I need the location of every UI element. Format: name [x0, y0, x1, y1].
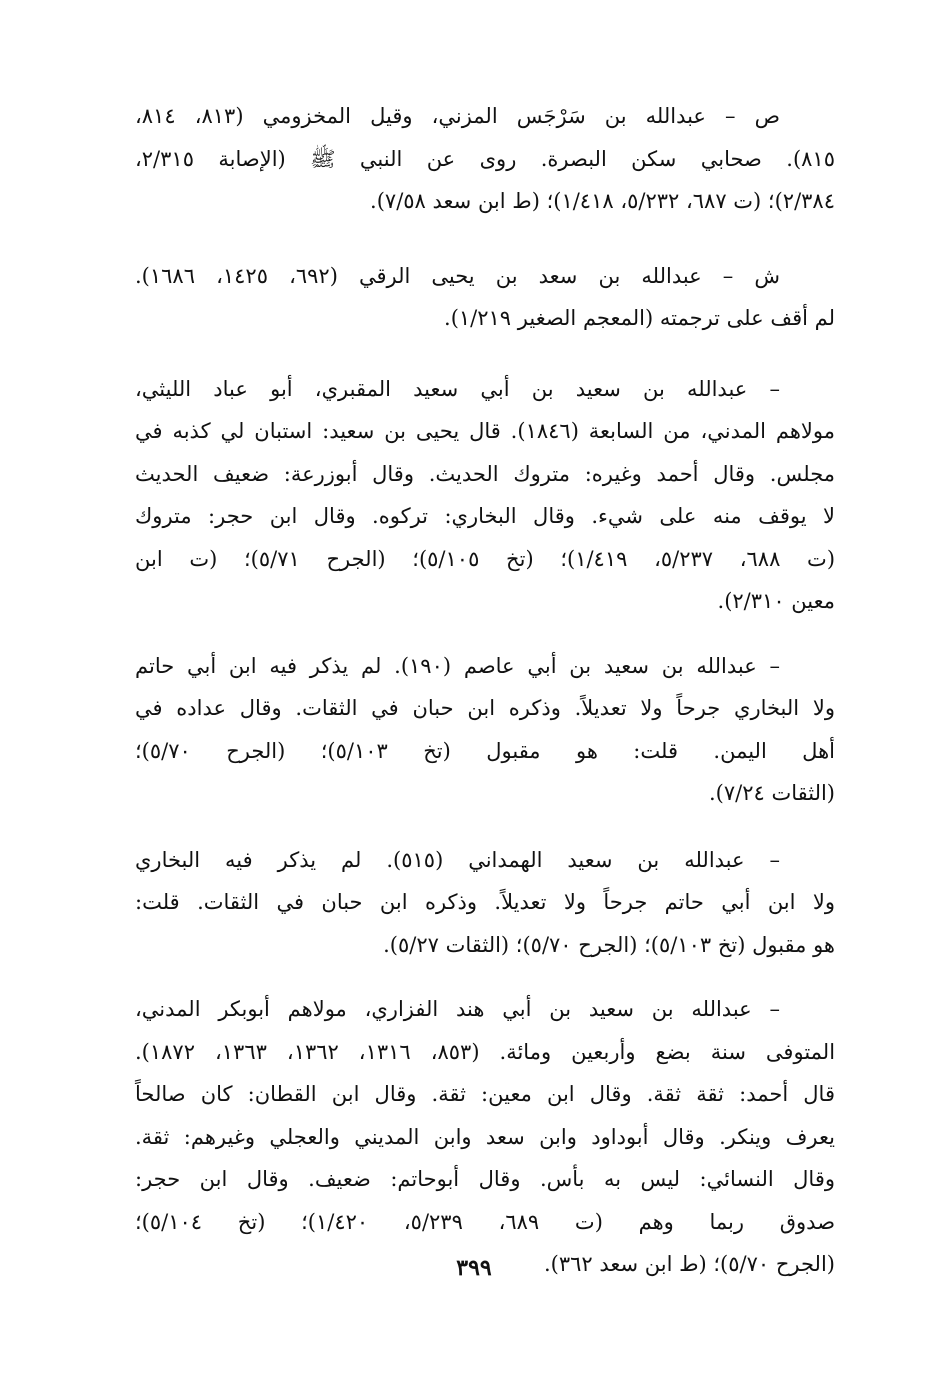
entry-line: (الثقات ٧/٢٤). [708, 781, 835, 805]
entry-line: ٨١٥). صحابي سكن البصرة. روى عن النبي ﷺ (الإصابة ٢/٣١٥، [135, 146, 835, 171]
entry-line: ٢/٣٨٤)؛ (ت ٦٨٧، ٥/٢٣٢، ١/٤١٨)؛ (ط ابن سعد ٧/٥٨). [370, 189, 835, 213]
entry-line: ولا ابن أبي حاتم جرحاً ولا تعديلاً. وذكره ابن حبان في الثقات. قلت: [135, 890, 835, 914]
entry-line: ص – عبدالله بن سَرْجَس المزني، وقيل المخزومي (٨١٣، ٨١٤، [135, 104, 780, 128]
entry-line: لا يوقف منه على شيء. وقال البخاري: تركوه. وقال ابن حجر: متروك [135, 504, 835, 528]
entry-line: – عبدالله بن سعيد الهمداني (٥١٥). لم يذكر فيه البخاري [135, 847, 780, 872]
entry-line: قال أحمد: ثقة ثقة. وقال ابن معين: ثقة. وقال ابن القطان: كان صالحاً [135, 1082, 835, 1106]
entry-line: (ت ٦٨٨، ٥/٢٣٧، ١/٤١٩)؛ (تخ ٥/١٠٥)؛ (الجرح ٥/٧١)؛ (ت ابن [135, 546, 836, 571]
entry-line: هو مقبول (تخ ٥/١٠٣)؛ (الجرح ٥/٧٠)؛ (الثقات ٥/٢٧). [383, 932, 835, 957]
entry-line: معين ٢/٣١٠). [717, 589, 835, 613]
entry-abdullah-ibn-sarjis [135, 95, 835, 223]
entry-line: مولاهم المدني، من السابعة (١٨٤٦). قال يحيى بن سعيد: استبان لي كذبه في [135, 419, 835, 443]
entry-abdullah-ibn-said-ibn-abi-asim [135, 645, 835, 815]
entry-line: صدوق ربما وهم (ت ٦٨٩، ٥/٢٣٩، ١/٤٢٠)؛ (تخ ٥/١٠٤)؛ [135, 1209, 836, 1234]
entry-abdullah-ibn-saad-al-raqqi [135, 255, 835, 340]
page-number: ٣٩٩ [456, 1255, 492, 1281]
entry-line: – عبدالله بن سعيد بن أبي عاصم (١٩٠). لم يذكر فيه ابن أبي حاتم [135, 653, 780, 678]
entry-line: لم أقف على ترجمته (المعجم الصغير ١/٢١٩). [444, 306, 835, 330]
entry-abdullah-ibn-said-al-maqburi [135, 368, 835, 623]
entry-line: – عبدالله بن سعيد بن أبي هند الفزاري، مولاهم أبوبكر المدني، [135, 997, 780, 1021]
entry-line: يعرف وينكر. وقال أبوداود وابن سعد وابن المديني والعجلي وغيرهم: ثقة. [135, 1124, 835, 1149]
entry-line: ولا البخاري جرحاً ولا تعديلاً. وذكره ابن حبان في الثقات. وقال عداده في [135, 696, 835, 720]
entry-line: – عبدالله بن سعيد بن أبي سعيد المقبري، أبو عباد الليثي، [135, 376, 780, 401]
entry-line: وقال النسائي: ليس به بأس. وقال أبوحاتم: ضعيف. وقال ابن حجر: [135, 1167, 835, 1191]
entry-line: مجلس. وقال أحمد وغيره: متروك الحديث. وقال أبوزرعة: ضعيف الحديث [135, 461, 835, 486]
entry-abdullah-ibn-said-al-hamdani [135, 839, 835, 967]
entry-line: ش – عبدالله بن سعد بن يحيى الرقي (٦٩٢، ١٤٢٥، ١٦٨٦). [135, 263, 781, 288]
page-body [135, 95, 835, 1300]
entry-line: (الجرح ٥/٧٠)؛ (ط ابن سعد ٣٦٢). [543, 1252, 835, 1276]
entry-line: أهل اليمن. قلت: هو مقبول (تخ ٥/١٠٣)؛ (الجرح ٥/٧٠)؛ [135, 738, 835, 763]
entry-line: المتوفى سنة بضع وأربعين ومائة. (٨٥٣، ١٣١٦، ١٣٦٢، ١٣٦٣، ١٨٧٢). [135, 1039, 836, 1064]
entry-abdullah-ibn-said-ibn-abi-hind [135, 988, 835, 1286]
